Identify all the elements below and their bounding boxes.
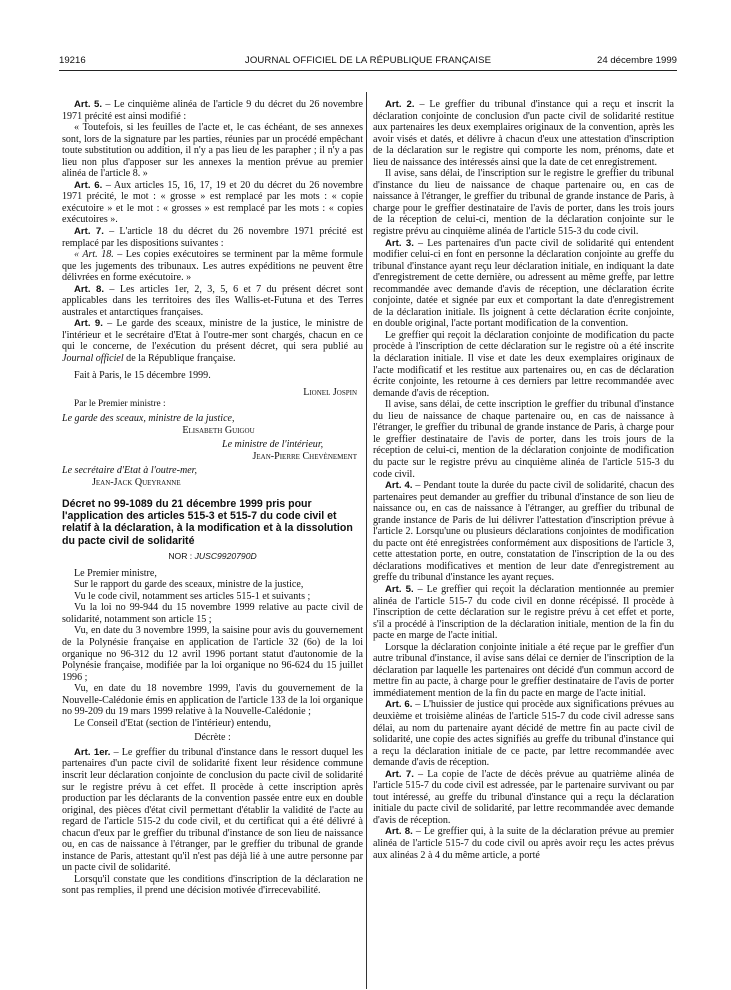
article-7-quote: « Art. 18. – Les copies exécutoires se terminent par la même formule que les jugements des tribunaux. Les autres expéditions ne peuvent être délivrées en forme exécutoire. » xyxy=(62,249,364,284)
visa-4: Vu, en date du 3 novembre 1999, la saisine pour avis du gouvernement de la Polynésie française en application de l'article 32 (6o) de la loi organique no 96-312 du 12 avril 1996 portant statut d'autonomie de la Polynésie française, modifiée par la loi organique no 96-624 du 15 juillet 1996 ; xyxy=(62,625,363,683)
signature-pm: Lionel Jospin xyxy=(303,387,357,399)
outremer-title: Le secrétaire d'Etat à l'outre-mer, xyxy=(62,465,197,477)
visa-6: Le Conseil d'Etat (section de l'intérieur) entendu, xyxy=(74,717,271,729)
visa-1: Sur le rapport du garde des sceaux, ministre de la justice, xyxy=(74,579,304,591)
decree-article-3-p2: Le greffier qui reçoit la déclaration conjointe de modification du pacte procède à l'inscription de cette déclaration sur le registre où a été inscrite la déclaration initiale. Il vise et date les deux exemplaires originaux de l'acte modificatif et les restitue aux partenaires ou, en cas de déclaration écrite conjointe, les retourne à ces derniers par lettre recommandée avec demande d'avis de réception. xyxy=(373,329,674,399)
article-5: Art. 5. – Le cinquième alinéa de l'article 9 du décret du 26 novembre 1971 précité est ainsi modifié : xyxy=(62,99,363,122)
decrete: Décrète : xyxy=(194,732,231,744)
decree-article-5-p2: Lorsque la déclaration conjointe initiale a été reçue par le greffier d'un autre tribunal d'instance, il avise sans délai ce dernier de l'inscription de la déclaration par laquelle les partenaires ont décidé d'un commun accord de mettre fin au pacte, à charge pour le greffier destinataire de l'avis de porter immédiatement mention de la fin du pacte en marge de l'acte initial. xyxy=(373,641,674,699)
garde-name: Elisabeth Guigou xyxy=(182,424,255,436)
fait-a-paris: Fait à Paris, le 15 décembre 1999. xyxy=(74,369,211,381)
visa-5: Vu, en date du 18 novembre 1999, l'avis du gouvernement de la Nouvelle-Calédonie émis en application de l'article 133 de la loi organique no 99-209 du 19 mars 1999 relative à la Nouvelle-Calédonie ; xyxy=(62,683,363,718)
column-divider xyxy=(366,92,367,989)
decree-article-3-p3: Il avise, sans délai, de cette inscription le greffier du tribunal d'instance du lieu de naissance de chaque partenaire ou, en cas de naissance à l'étranger, le greffier du tribunal de grande instance de Paris, à charge pour le greffier destinataire de l'avis de porter, dans les trois jours de la réception de celui-ci, mention de la déclaration conjointe de modification du pacte sur le registre prévu au cinquième alinéa de l'article 515-3 du code civil. xyxy=(373,399,674,480)
decree-article-5: Art. 5. – Le greffier qui reçoit la déclaration mentionnée au premier alinéa de l'article 515-7 du code civil en donne récépissé. Il procède à l'inscription de cette déclaration sur le registre prévu à cet effet et porte, s'il a procédé à l'inscription de la déclaration initiale, mention de la fin du pacte en marge de l'acte initial. xyxy=(373,583,674,642)
journal-title: JOURNAL OFFICIEL DE LA RÉPUBLIQUE FRANÇAISE xyxy=(244,55,492,66)
premier-ministre: Le Premier ministre, xyxy=(74,567,157,579)
decree-article-1-p2: Lorsqu'il constate que les conditions d'inscription de la déclaration ne sont pas remplies, il prend une décision motivée d'irrecevabilité. xyxy=(62,873,363,897)
decree-title: Décret no 99-1089 du 21 décembre 1999 pris pour l'application des articles 515-3 et 515-7 du code civil et relatif à la déclaration, à la modification et à la dissolution du pacte civil de solidarité xyxy=(62,497,353,547)
interieur-title: Le ministre de l'intérieur, xyxy=(222,439,324,451)
article-8: Art. 8. – Les articles 1er, 2, 3, 5, 6 et 7 du présent décret sont applicables dans les territoires des îles Wallis-et-Futuna et des Terres australes et antarctiques françaises. xyxy=(62,283,363,318)
decree-article-4: Art. 4. – Pendant toute la durée du pacte civil de solidarité, chacun des partenaires peut demander au greffier du tribunal d'instance de son lieu de naissance ou, en cas de naissance à l'étranger, au greffier du tribunal de grande instance de Paris de lui délivrer l'attestation d'inscription prévue à l'article 2. Lorsqu'une ou plusieurs déclarations conjointes de modification du pacte ont été enregistrées conformément aux dispositions de l'article 3, cette attestation porte, en outre, constatation de l'inscription de la ou des déclarations modificatives et mention de leur date d'enregistrement au greffe du tribunal d'instance les ayant reçues. xyxy=(373,480,674,584)
decree-article-7: Art. 7. – La copie de l'acte de décès prévue au quatrième alinéa de l'article 515-7 du code civil est adressée, par le partenaire survivant ou par tout intéressé, au greffe du tribunal d'instance qui a reçu la déclaration initiale du pacte civil de solidarité, par lettre recommandée avec demande d'avis de réception. xyxy=(373,768,674,826)
par-le-pm: Par le Premier ministre : xyxy=(74,398,166,409)
article-6: Art. 6. – Aux articles 15, 16, 17, 19 et 20 du décret du 26 novembre 1971 précité, le mot : « grosse » est remplacé par les mots : « copie exécutoire » et le mot : « grosses » est remplacé par les mots : « copies exécutoires ». xyxy=(62,179,363,226)
visa-2: Vu le code civil, notamment ses articles 515-1 et suivants ; xyxy=(74,590,311,602)
interieur-name: Jean-Pierre Chevènement xyxy=(252,450,357,462)
decree-article-3: Art. 3. – Les partenaires d'un pacte civil de solidarité qui entendent modifier celui-ci en font en personne la déclaration conjointe au greffe du tribunal d'instance ayant reçu leur déclaration initiale, en indiquant la date d'enregistrement de cette dernière, ou adressent au même greffe, par lettre recommandée avec demande d'avis de réception, une déclaration écrite conjointe, datée et signée par eux et comportant la date d'enregistrement de la déclaration initiale. Ils joignent à cette déclaration écrite conjointe, en double original, l'acte portant modification de la convention. xyxy=(373,237,674,330)
right-column xyxy=(373,99,674,861)
decree-article-6: Art. 6. – L'huissier de justice qui procède aux significations prévues au deuxième et troisième alinéas de l'article 515-7 du code civil adresse sans délai, au nom du partenaire ayant décidé de mettre fin au pacte civil de solidarité, une copie des actes signifiés au greffe du tribunal d'instance qui a reçu la déclaration initiale de ce pacte, par lettre recommandée avec demande d'avis de réception. xyxy=(373,699,674,769)
decree-article-1: Art. 1er. – Le greffier du tribunal d'instance dans le ressort duquel les partenaires d'un pacte civil de solidarité fixent leur résidence commune inscrit leur déclaration conjointe de conclusion du pacte civil de solidarité sur le registre prévu à cet effet. Il procède à cette inscription après production par les déclarants de la convention passée entre eux en double original, des pièces d'état civil permettant d'établir la validité de l'acte au regard de l'article 515-2 du code civil, et du certificat qui a été délivré à chacun d'eux par le greffier du tribunal d'instance de son lieu de naissance ou, en cas de naissance à l'étranger, par le greffier du tribunal de grande instance de Paris, attestant qu'il n'est pas déjà lié à une autre personne par un pacte civil de solidarité. xyxy=(62,746,363,874)
garde-title: Le garde des sceaux, ministre de la justice, xyxy=(62,413,235,425)
decree-article-2: Art. 2. – Le greffier du tribunal d'instance qui a reçu et inscrit la déclaration conjointe de conclusion d'un pacte civil de solidarité restitue aux partenaires les deux exemplaires originaux de la convention, après les avoir visés et datés, et délivre à chacun d'eux une attestation d'inscription de la déclaration sur le registre qui comporte les nom, prénoms, date et lieu de naissance des intéressés ainsi que la date de cet enregistrement. xyxy=(373,99,674,168)
left-column xyxy=(62,99,363,897)
issue-date: 24 décembre 1999 xyxy=(596,55,677,66)
visa-3: Vu la loi no 99-944 du 15 novembre 1999 relative au pacte civil de solidarité, notamment son article 15 ; xyxy=(62,602,363,625)
header-rule xyxy=(59,70,677,71)
decree-article-2-p2: Il avise, sans délai, de l'inscription sur le registre le greffier du tribunal d'instance du lieu de naissance de chaque partenaire ou, en cas de naissance à l'étranger, le greffier du tribunal de grande instance de Paris, à charge pour le greffier destinataire de l'avis de porter, dans les trois jours de la réception de celui-ci, mention de la déclaration conjointe sur le registre prévu au cinquième alinéa de l'article 515-3 du code civil. xyxy=(373,168,674,238)
page-header xyxy=(59,55,677,69)
page-number: 19216 xyxy=(59,55,86,66)
decree-article-8: Art. 8. – Le greffier qui, à la suite de la déclaration prévue au premier alinéa de l'article 515-7 du code civil ou après avoir reçu les actes prévus aux alinéas 2 à 4 du même article, a porté xyxy=(373,826,674,861)
outremer-name: Jean-Jack Queyranne xyxy=(92,476,181,488)
article-9: Art. 9. – Le garde des sceaux, ministre de la justice, le ministre de l'intérieur et le secrétaire d'Etat à l'outre-mer sont chargés, chacun en ce qui le concerne, de l'exécution du présent décret, qui sera publié au Journal officiel de la République française. xyxy=(62,318,363,365)
nor-reference: NOR : JUSC9920790D xyxy=(168,551,257,562)
article-5-quote: « Toutefois, si les feuilles de l'acte et, le cas échéant, de ses annexes sont, lors de la signature par les parties, réunies par un procédé empêchant toute substitution ou addition, il n'y a pas lieu de les parapher ; il n'y a pas lieu non plus d'apposer sur les annexes la mention prévue au premier alinéa de l'article 8. » xyxy=(62,122,363,180)
article-7: Art. 7. – L'article 18 du décret du 26 novembre 1971 précité est remplacé par les dispositions suivantes : xyxy=(62,226,363,249)
